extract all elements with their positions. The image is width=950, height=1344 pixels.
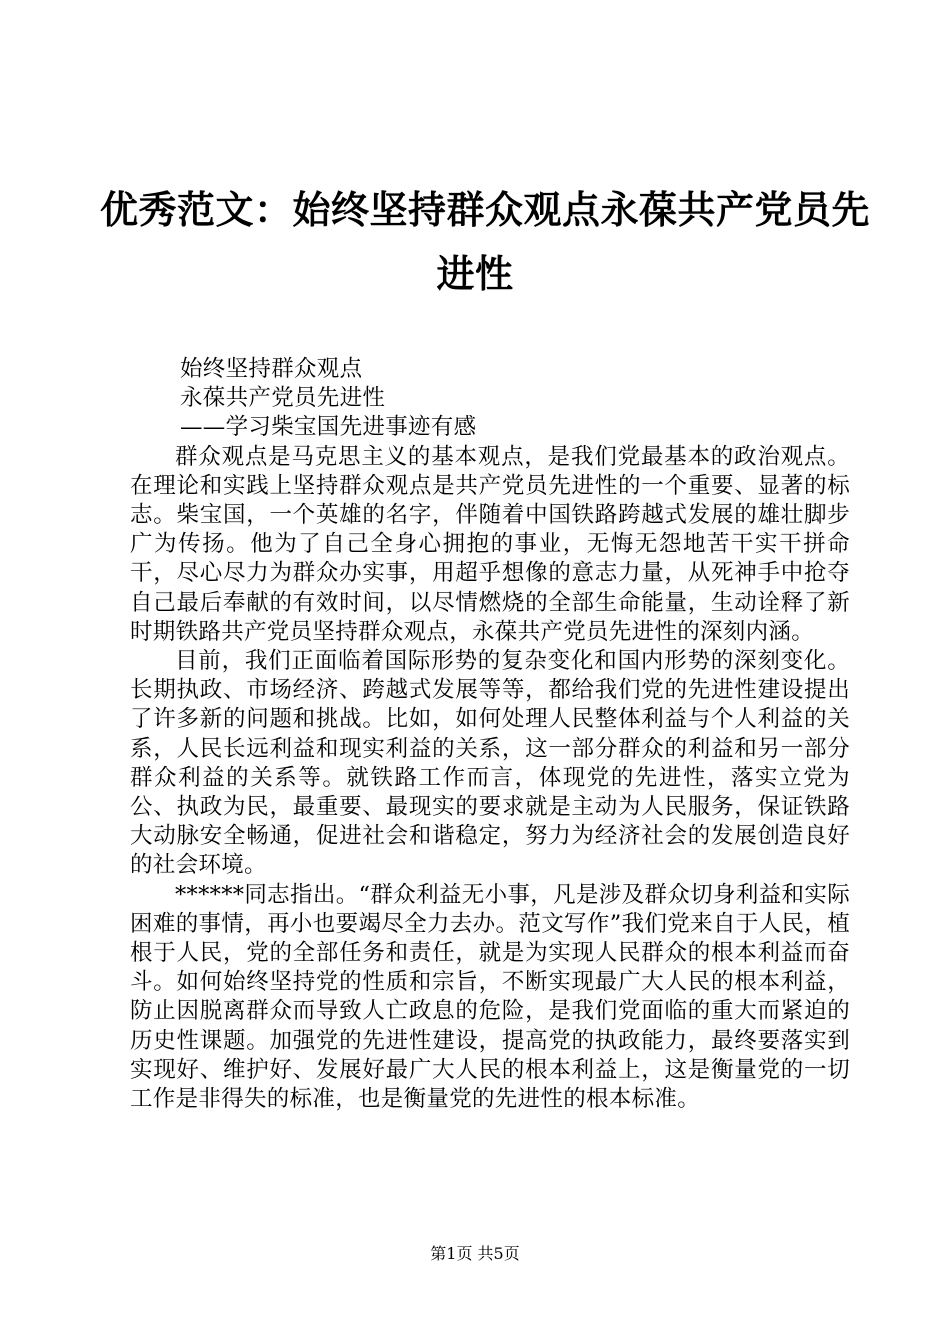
subheading-2: 永葆共产党员先进性	[180, 385, 386, 412]
subheading-1: 始终坚持群众观点	[180, 356, 363, 382]
paragraph-2: 目前，我们正面临着国际形势的复杂变化和国内形势的深刻变化。长期执政、市场经济、跨越式发展等等，都给我们党的先进性建设提出了许多新的问题和挑战。比如，如何处理人民整体利益与个人利益的关系，人民长远利益和现实利益的关系，这一部分群众的利益和另一部分群众利益的关系等。就铁路工作而言，体现党的先进性，落实立党为公、执政为民，最重要、最现实的要求就是主动为人民服务，保证铁路大动脉安全畅通，促进社会和谐稳定，努力为经济社会的发展创造良好的社会环境。	[130, 648, 850, 879]
paragraph-1: 群众观点是马克思主义的基本观点，是我们党最基本的政治观点。在理论和实践上坚持群众观点是共产党员先进性的一个重要、显著的标志。柴宝国，一个英雄的名字，伴随着中国铁路跨越式发展的雄壮脚步广为传扬。他为了自己全身心拥抱的事业，无悔无怨地苦干实干拼命干，尽心尽力为群众办实事，用超乎想像的意志力量，从死神手中抢夺自己最后奉献的有效时间，以尽情燃烧的全部生命能量，生动诠释了新时期铁路共产党员坚持群众观点，永葆共产党员先进性的深刻内涵。	[130, 443, 850, 645]
title-line-1: 优秀范文：始终坚持群众观点永葆共产党员先	[100, 188, 871, 232]
subheading-3: ——学习柴宝国先进事迹有感	[180, 414, 477, 441]
page-footer: 第1页 共5页	[430, 1244, 520, 1263]
document-body	[130, 355, 850, 1114]
title-line-2: 进性	[436, 252, 514, 296]
document-title	[100, 178, 871, 306]
paragraph-3: ******同志指出。“群众利益无小事，凡是涉及群众切身利益和实际困难的事情，再小也要竭尽全力去办。范文写作”我们党来自于人民，植根于人民，党的全部任务和责任，就是为实现人民群众的根本利益而奋斗。如何始终坚持党的性质和宗旨，不断实现最广大人民的根本利益，防止因脱离群众而导致人亡政息的危险，是我们党面临的重大而紧迫的历史性课题。加强党的先进性建设，提高党的执政能力，最终要落实到实现好、维护好、发展好最广大人民的根本利益上，这是衡量党的一切工作是非得失的标准，也是衡量党的先进性的根本标准。	[130, 881, 850, 1113]
